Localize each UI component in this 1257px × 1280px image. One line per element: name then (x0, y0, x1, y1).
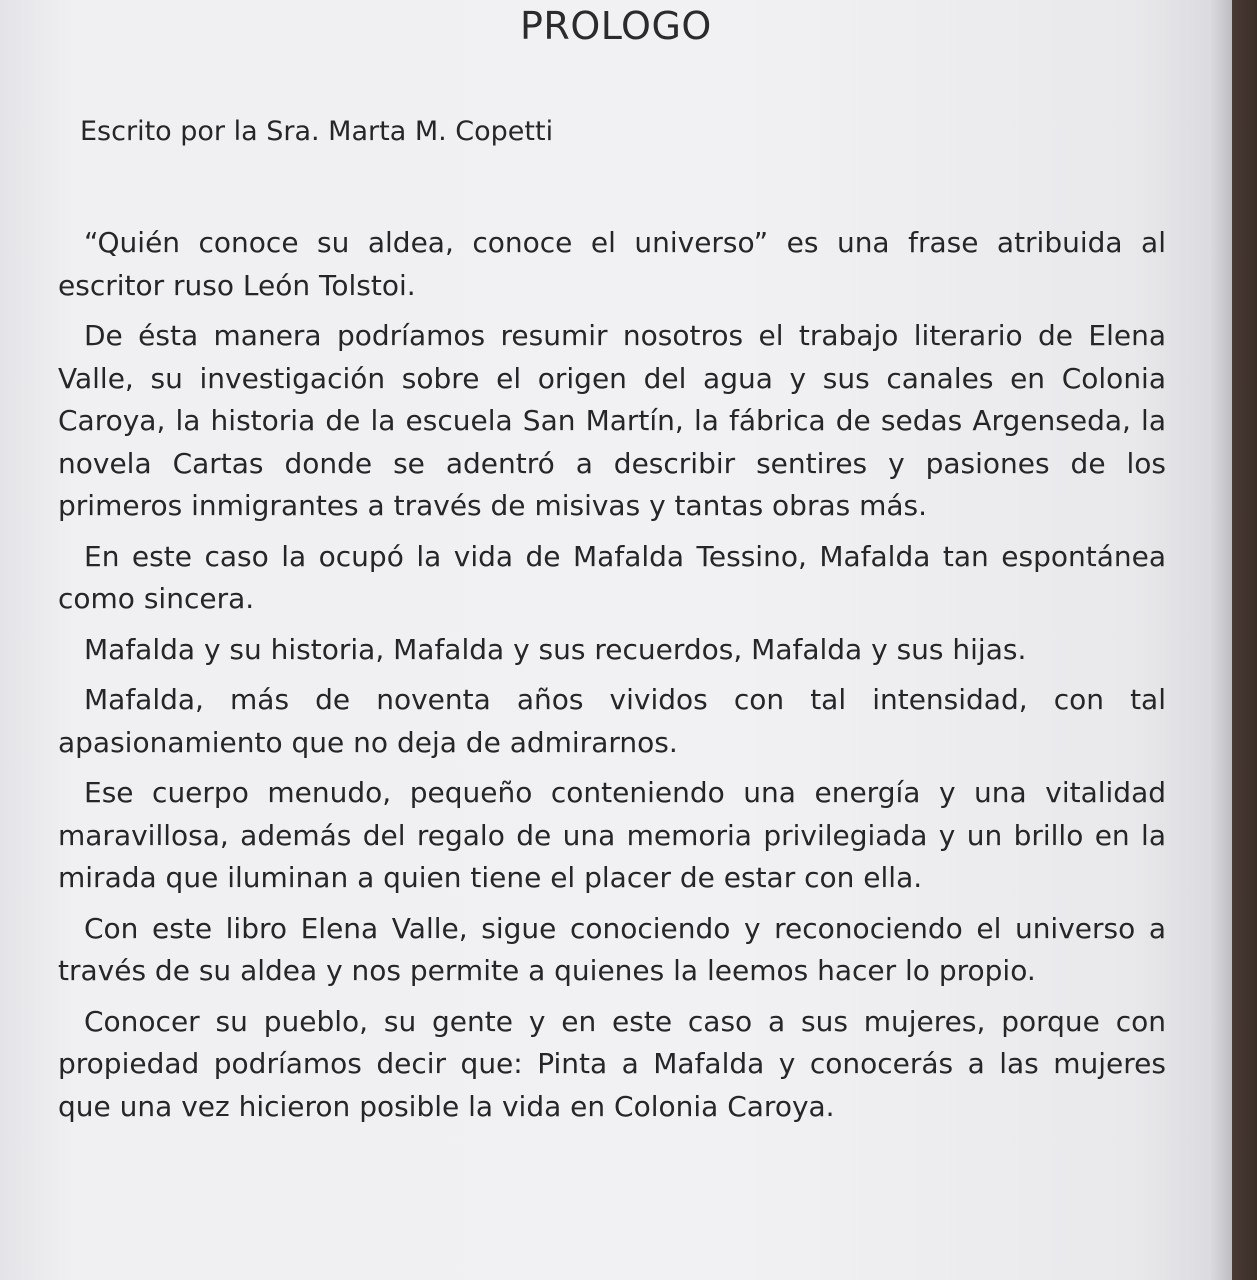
prologue-body (58, 222, 1166, 1128)
paragraph: De ésta manera podríamos resumir nosotros el trabajo literario de Elena Valle, su investigación sobre el origen del agua y sus canales en Colonia Caroya, la historia de la escuela San Martín, la fábrica de sedas Argenseda, la novela Cartas donde se adentró a describir sentires y pasiones de los primeros inmigrantes a través de misivas y tantas obras más. (58, 319, 1166, 522)
background-edge (1232, 0, 1257, 1280)
author-line: Escrito por la Sra. Marta M. Copetti (80, 116, 554, 147)
paragraph: Ese cuerpo menudo, pequeño conteniendo una energía y una vitalidad maravillosa, además del regalo de una memoria privilegiada y un brillo en la mirada que iluminan a quien tiene el placer de estar con ella. (58, 776, 1166, 894)
paragraph: Con este libro Elena Valle, sigue conociendo y reconociendo el universo a través de su aldea y nos permite a quienes la leemos hacer lo propio. (58, 911, 1166, 987)
page-edge-shadow (1210, 0, 1232, 1280)
paragraph: Mafalda, más de noventa años vividos con tal intensidad, con tal apasionamiento que no deja de admirarnos. (58, 683, 1166, 759)
paragraph: En este caso la ocupó la vida de Mafalda Tessino, Mafalda tan espontánea como sincera. (58, 539, 1166, 615)
paragraph: Conocer su pueblo, su gente y en este caso a sus mujeres, porque con propiedad podríamos decir que: Pinta a Mafalda y conocerás a las mujeres que una vez hicieron posible la vida en Colonia Caroya. (58, 1004, 1166, 1123)
paragraph: Mafalda y su historia, Mafalda y sus recuerdos, Mafalda y sus hijas. (84, 632, 1027, 666)
page-title: PROLOGO (520, 4, 712, 48)
paragraph: “Quién conoce su aldea, conoce el universo” es una frase atribuida al escritor ruso León Tolstoi. (58, 226, 1166, 302)
